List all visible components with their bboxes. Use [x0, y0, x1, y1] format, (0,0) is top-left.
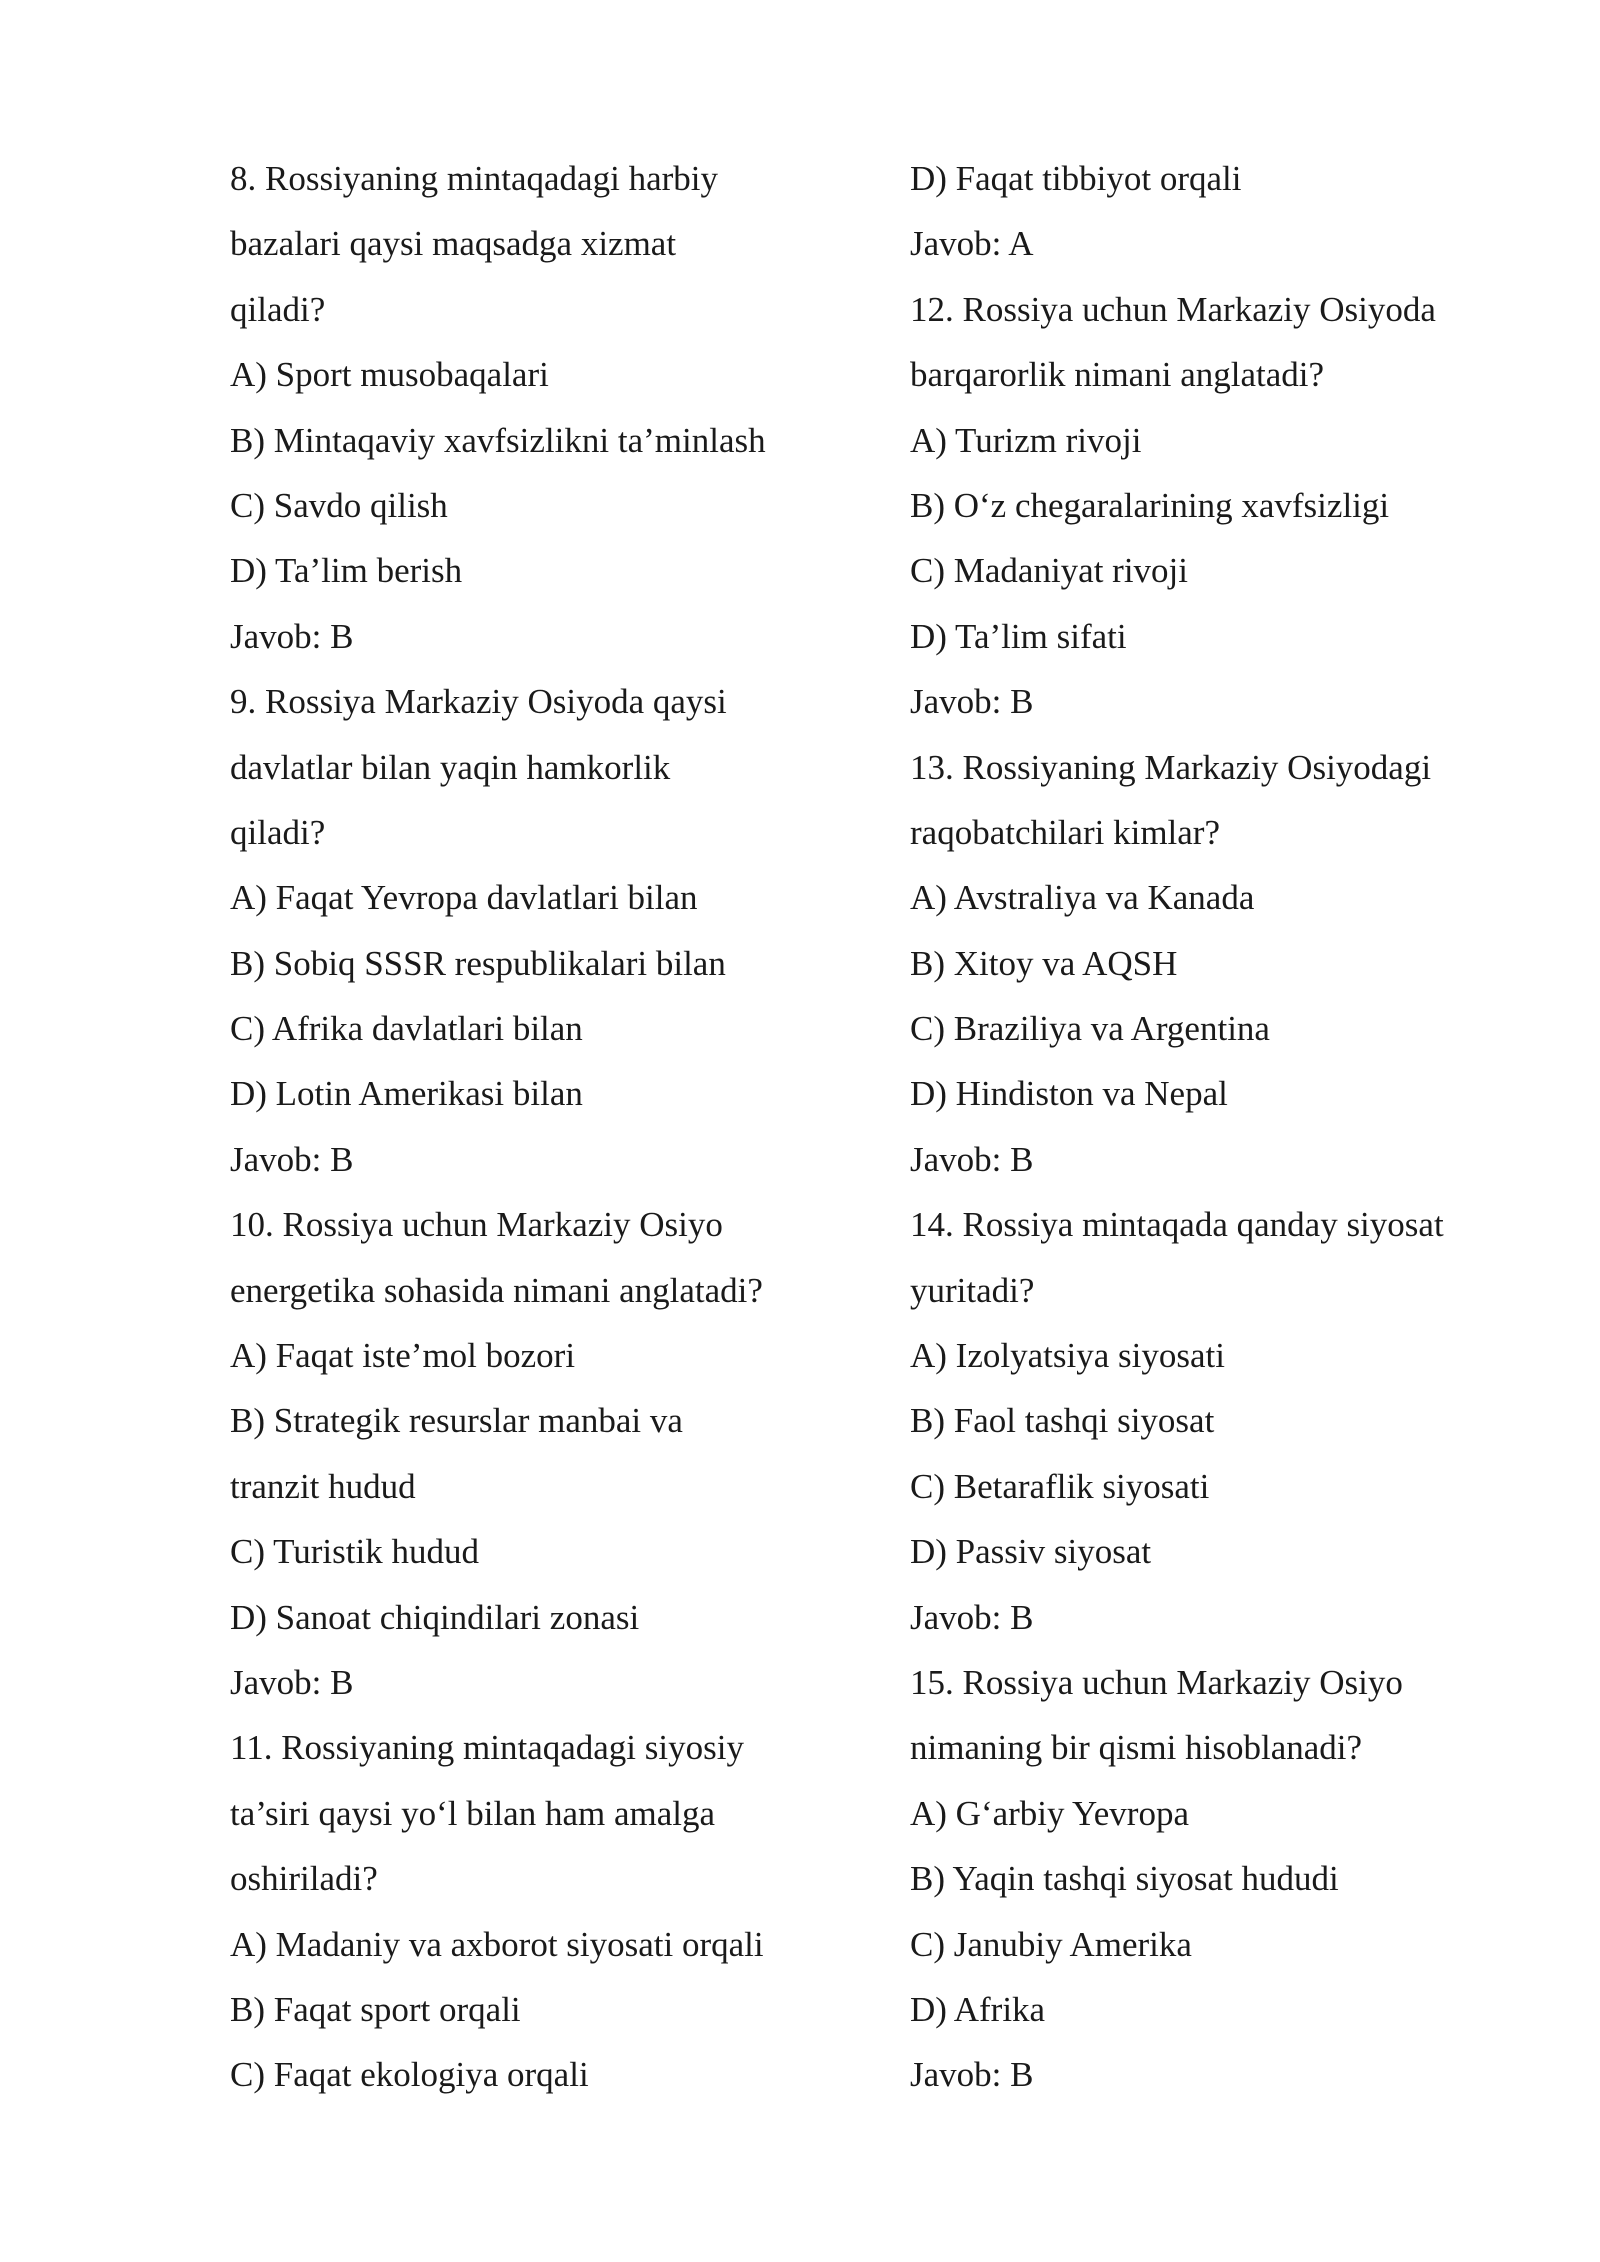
text-line: barqarorlik nimani anglatadi? [910, 355, 1325, 395]
text-line: tranzit hudud [230, 1466, 416, 1506]
text-line: davlatlar bilan yaqin hamkorlik [230, 747, 671, 787]
text-line: 9. Rossiya Markaziy Osiyoda qaysi [230, 682, 727, 722]
text-line: D) Hindiston va Nepal [910, 1074, 1228, 1114]
text-line: Javob: B [230, 616, 354, 656]
text-line: A) G‘arbiy Yevropa [910, 1793, 1189, 1833]
text-line: B) Faqat sport orqali [230, 1989, 521, 2029]
text-line: 14. Rossiya mintaqada qanday siyosat [910, 1205, 1444, 1245]
left-column [230, 146, 870, 2108]
text-line: 8. Rossiyaning mintaqadagi harbiy [230, 159, 718, 198]
text-line: nimaning bir qismi hisoblanadi? [910, 1728, 1363, 1768]
text-line: D) Afrika [910, 1989, 1046, 2029]
text-line: qiladi? [230, 812, 326, 852]
text-line: B) Xitoy va AQSH [910, 943, 1178, 983]
text-line: A) Izolyatsiya siyosati [910, 1336, 1225, 1376]
text-line: D) Faqat tibbiyot orqali [910, 159, 1242, 198]
text-line: A) Faqat iste’mol bozori [230, 1336, 576, 1376]
text-line: 13. Rossiyaning Markaziy Osiyodagi [910, 747, 1432, 787]
text-line: qiladi? [230, 289, 326, 329]
text-line: C) Afrika davlatlari bilan [230, 1009, 583, 1049]
text-line: C) Janubiy Amerika [910, 1924, 1192, 1964]
text-line: A) Avstraliya va Kanada [910, 878, 1255, 918]
text-line: Javob: B [910, 1139, 1034, 1179]
text-line: A) Turizm rivoji [910, 420, 1142, 460]
text-line: D) Sanoat chiqindilari zonasi [230, 1597, 640, 1637]
text-line: 12. Rossiya uchun Markaziy Osiyoda [910, 289, 1436, 329]
right-column [910, 146, 1530, 2108]
text-line: Javob: B [910, 1597, 1034, 1637]
text-line: yuritadi? [910, 1270, 1035, 1310]
text-line: D) Lotin Amerikasi bilan [230, 1074, 583, 1114]
text-line: B) Strategik resurslar manbai va [230, 1401, 683, 1441]
text-line: Javob: A [910, 224, 1034, 264]
text-line: A) Sport musobaqalari [230, 355, 549, 395]
text-line: C) Faqat ekologiya orqali [230, 2055, 589, 2095]
text-line: B) Faol tashqi siyosat [910, 1401, 1215, 1441]
text-line: Javob: B [230, 1662, 354, 1702]
text-line: Javob: B [910, 2055, 1034, 2095]
text-line: C) Betaraflik siyosati [910, 1466, 1210, 1506]
text-line: A) Madaniy va axborot siyosati orqali [230, 1924, 764, 1964]
text-line: ta’siri qaysi yo‘l bilan ham amalga [230, 1793, 716, 1833]
text-line: raqobatchilari kimlar? [910, 812, 1220, 852]
text-line: C) Savdo qilish [230, 485, 448, 525]
text-line: B) Yaqin tashqi siyosat hududi [910, 1859, 1339, 1899]
text-line: energetika sohasida nimani anglatadi? [230, 1270, 763, 1310]
text-line: B) Sobiq SSSR respublikalari bilan [230, 943, 726, 983]
text-line: oshiriladi? [230, 1859, 378, 1899]
text-line: D) Passiv siyosat [910, 1532, 1152, 1572]
text-line: B) Mintaqaviy xavfsizlikni ta’minlash [230, 420, 766, 460]
text-line: C) Turistik hudud [230, 1532, 479, 1572]
text-line: D) Ta’lim sifati [910, 616, 1127, 656]
text-line: A) Faqat Yevropa davlatlari bilan [230, 878, 698, 918]
text-line: C) Madaniyat rivoji [910, 551, 1189, 591]
text-line: C) Braziliya va Argentina [910, 1009, 1270, 1049]
text-line: 10. Rossiya uchun Markaziy Osiyo [230, 1205, 723, 1245]
text-line: bazalari qaysi maqsadga xizmat [230, 224, 677, 264]
text-line: D) Ta’lim berish [230, 551, 463, 591]
text-line: 15. Rossiya uchun Markaziy Osiyo [910, 1662, 1403, 1702]
text-line: Javob: B [230, 1139, 354, 1179]
text-line: 11. Rossiyaning mintaqadagi siyosiy [230, 1728, 744, 1768]
text-line: Javob: B [910, 682, 1034, 722]
text-line: B) O‘z chegaralarining xavfsizligi [910, 485, 1390, 525]
